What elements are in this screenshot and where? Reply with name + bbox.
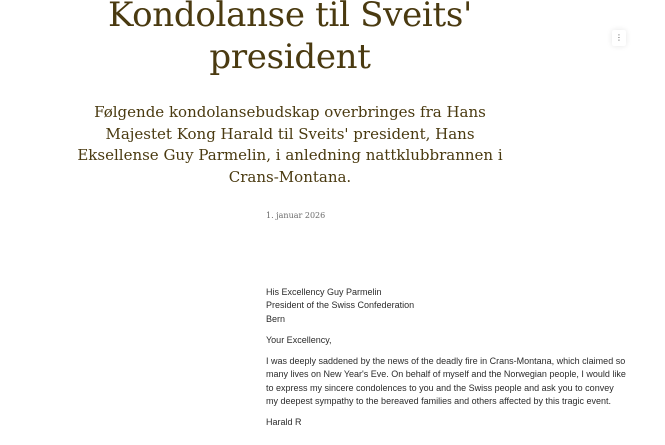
recipient-address xyxy=(266,286,626,326)
menu-icon: ⋮ xyxy=(615,33,623,42)
article-title: Kondolanse til Sveits' president xyxy=(107,0,473,77)
recipient-name: His Excellency Guy Parmelin xyxy=(266,287,382,297)
recipient-title: President of the Swiss Confederation xyxy=(266,300,415,311)
letter-body xyxy=(266,286,626,438)
publication-date: 1. januar 2026 xyxy=(266,211,326,220)
letter-paragraph: I was deeply saddened by the news of the deadly fire in Crans-Montana, which claimed so many lives on New Year's Eve. On behalf of myself and the Norwegian people, I would like to express my sincere condolences to you and the Swiss people and ask you to convey my deepest sympathy to the bereaved families and others affected by this tragic event. xyxy=(266,356,626,407)
recipient-city: Bern xyxy=(266,313,286,324)
article-lead: Følgende kondolansebudskap overbringes fra Hans Majestet Kong Harald til Sveits' president, Hans Eksellense Guy Parmelin, i anledning nattklubbrannen i Crans-Montana. xyxy=(77,103,503,186)
letter-signature: Harald R xyxy=(266,417,302,428)
letter-salutation: Your Excellency, xyxy=(266,334,332,345)
side-menu-button[interactable] xyxy=(612,30,626,46)
